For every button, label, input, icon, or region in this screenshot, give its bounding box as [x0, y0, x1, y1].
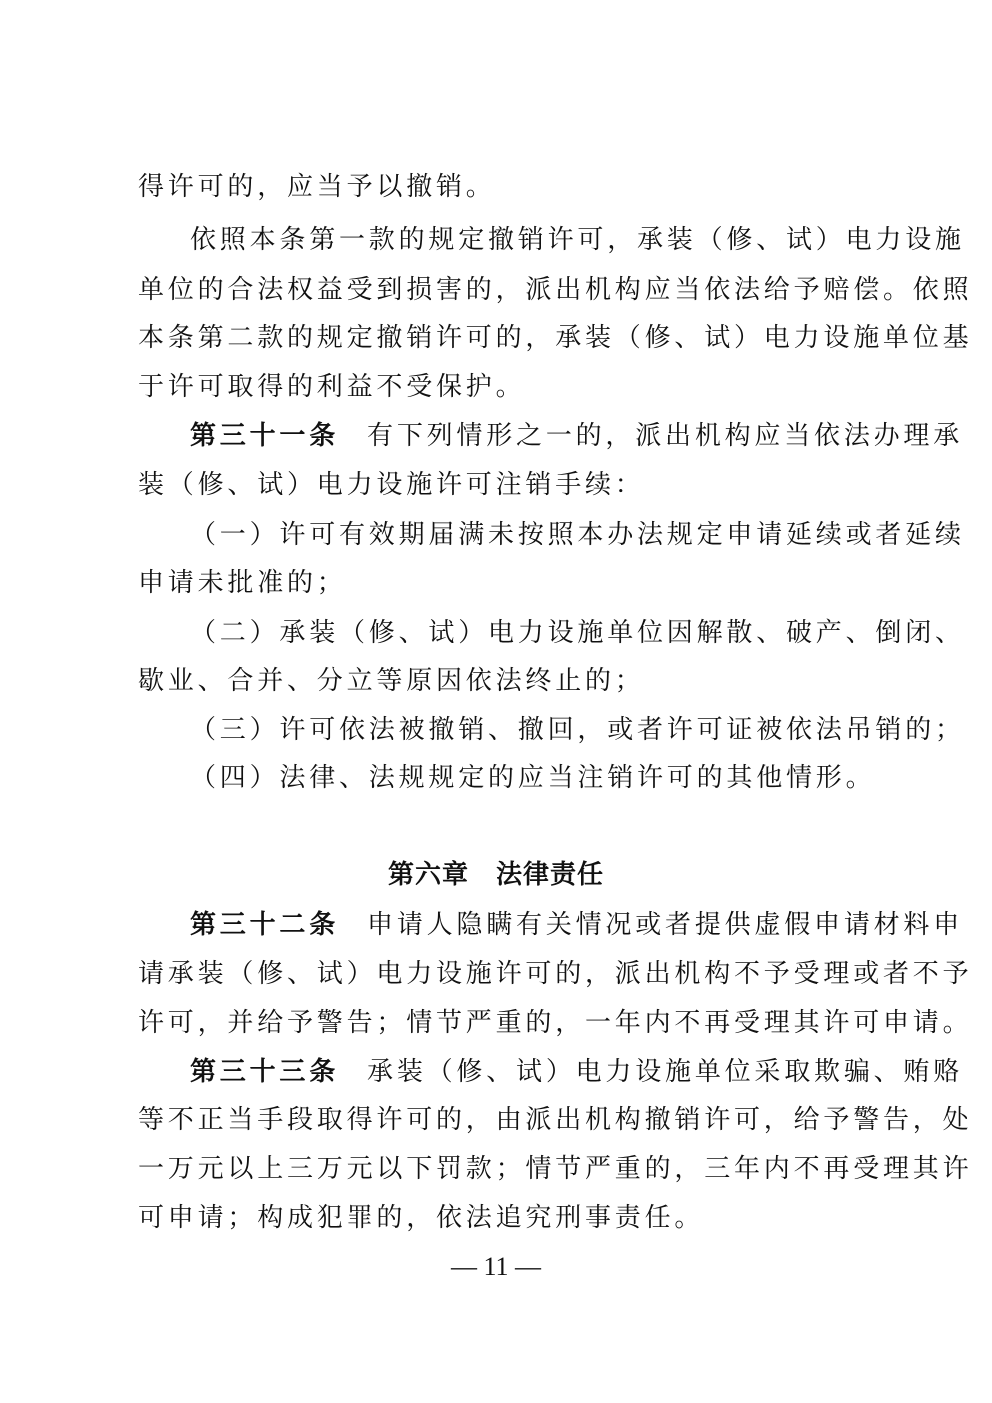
text-line: 装（修、试）电力设施许可注销手续： [138, 470, 645, 500]
article-32-paragraph [190, 910, 963, 940]
text-line: 于许可取得的利益不受保护。 [138, 372, 526, 402]
text-line: 本条第二款的规定撤销许可的，承装（修、试）电力设施单位基 [138, 323, 973, 353]
text-line: 有下列情形之一的，派出机构应当依法办理承 [367, 421, 964, 451]
text-line: （一）许可有效期届满未按照本办法规定申请延续或者延续 [190, 520, 965, 550]
text-line: 依照本条第一款的规定撤销许可，承装（修、试）电力设施 [190, 225, 965, 255]
text-line: 请承装（修、试）电力设施许可的，派出机构不予受理或者不予 [138, 959, 973, 989]
text-line: 一万元以上三万元以下罚款；情节严重的，三年内不再受理其许 [138, 1154, 973, 1184]
text-line: 得许可的，应当予以撤销。 [138, 172, 496, 202]
text-line: 等不正当手段取得许可的，由派出机构撤销许可，给予警告，处 [138, 1105, 973, 1135]
article-heading: 第三十三条 [190, 1057, 340, 1087]
text-line: （二）承装（修、试）电力设施单位因解散、破产、倒闭、 [190, 618, 965, 648]
article-31-paragraph [190, 421, 963, 451]
text-line: （三）许可依法被撤销、撤回，或者许可证被依法吊销的； [190, 715, 965, 745]
chapter-title: 第六章 法律责任 [387, 860, 604, 890]
text-line: 承装（修、试）电力设施单位采取欺骗、贿赂 [367, 1057, 964, 1087]
article-heading: 第三十一条 [190, 421, 340, 451]
text-line: 可申请；构成犯罪的，依法追究刑事责任。 [138, 1203, 705, 1233]
article-33-paragraph [190, 1057, 963, 1087]
text-line: 歇业、合并、分立等原因依法终止的； [138, 666, 645, 696]
text-line: 申请未批准的； [138, 568, 347, 598]
text-line: 申请人隐瞒有关情况或者提供虚假申请材料申 [367, 910, 964, 940]
text-line: 单位的合法权益受到损害的，派出机构应当依法给予赔偿。依照 [138, 275, 973, 305]
article-heading: 第三十二条 [190, 910, 340, 940]
page-number: — 11 — [450, 1252, 542, 1281]
text-line: （四）法律、法规规定的应当注销许可的其他情形。 [190, 763, 876, 793]
text-line: 许可，并给予警告；情节严重的，一年内不再受理其许可申请。 [138, 1008, 973, 1038]
